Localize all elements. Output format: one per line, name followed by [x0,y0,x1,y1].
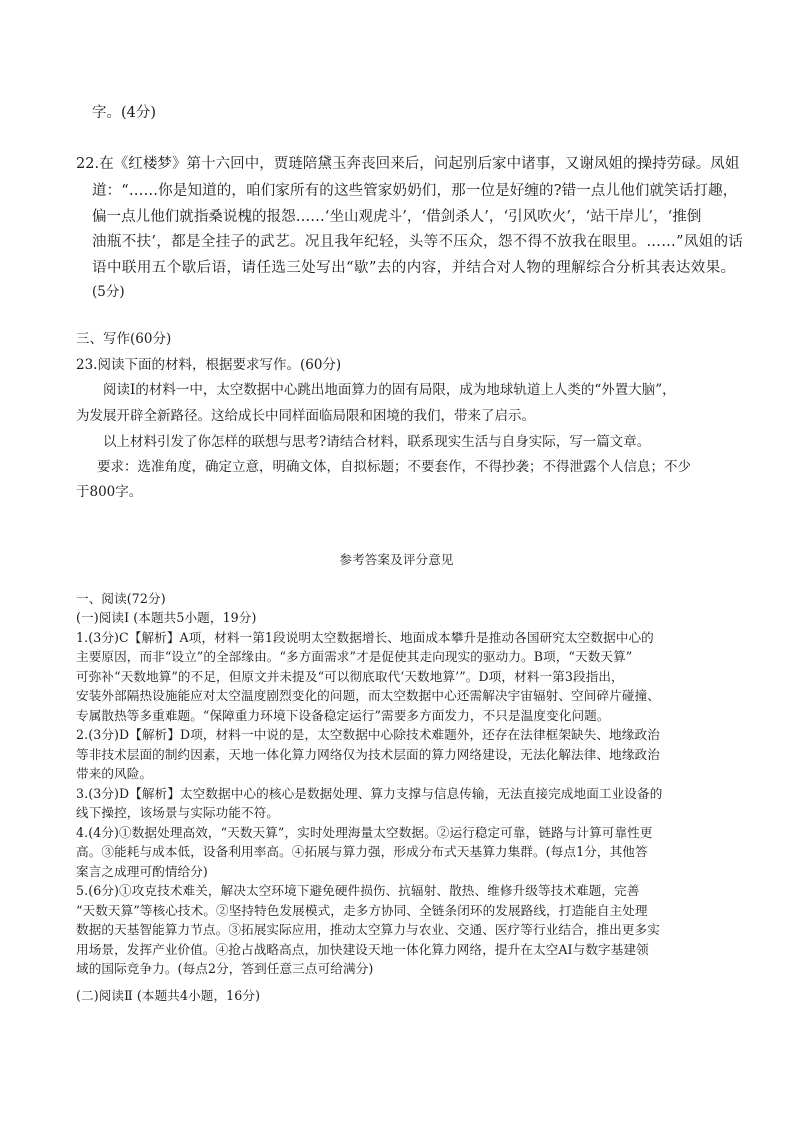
answer-line: 安装外部隔热设施能应对太空温度剧烈变化的问题，而太空数据中心还需解决宇宙辐射、空间碎片碰撞、 [76,688,660,703]
answer-line: “天数天算”等核心技术。②坚持特色发展模式，走多方协同、全链条闭环的发展路线，打造能自主处理 [76,903,648,918]
answer-line: 5.(6分)①攻克技术难关，解决太空环境下避免硬件损伤、抗辐射、散热、维修升级等技术难题，完善 [76,883,640,898]
section-heading: 三、写作(60分) [76,331,172,347]
answer-line: 用场景，发挥产业价值。④抢占战略高点，加快建设天地一体化算力网络，提升在太空AI与数字基建领 [76,942,649,957]
answer-line: 4.(4分)①数据处理高效，“天数天算”，实时处理海量太空数据。②运行稳定可靠，链路与计算可靠性更 [76,825,653,840]
answer-line: 可弥补“天数地算”的不足，但原文并未提及“可以彻底取代‘天数地算’”。D项，材料一第3段指出， [76,669,624,684]
answer-line: 2.(3分)D【解析】D项，材料一中说的是，太空数据中心除技术难题外，还存在法律框架缺失、地缘政治 [76,727,660,742]
q22-line: 语中联用五个歇后语，请任选三处写出“歇”去的内容，并结合对人物的理解综合分析其表达效果。 [92,260,736,276]
answer-line: 线下操控，该场景与实际功能不符。 [76,805,280,820]
answer-line: 数据的天基智能算力节点。③拓展实际应用，推动太空算力与农业、交通、医疗等行业结合，推出更多实 [76,922,660,937]
answer-line: 带来的风险。 [76,766,153,781]
answer-line: (二)阅读Ⅱ (本题共4小题，16分) [76,988,261,1003]
answer-line: 案言之成理可酌情给分) [76,864,208,879]
answer-line: 域的国际竞争力。(每点2分，答到任意三点可给满分) [76,961,374,976]
answer-line: 高。③能耗与成本低，设备利用率高。④拓展与算力强，形成分布式天基算力集群。(每点1分，其他答 [76,844,648,859]
q23-line: 要求：选准角度，确定立意，明确文体，自拟标题；不要套作，不得抄袭；不得泄露个人信息；不少 [97,459,691,475]
answers-title: 参考答案及评分意见 [339,552,454,567]
answer-line: 主要原因，而非“设立”的全部缘由。“多方面需求”才是促使其走向现实的驱动力。B项，“天数天算” [76,649,633,664]
q22-line: (5分) [92,284,125,300]
q22-line: 22.在《红楼梦》第十六回中，贾琏陪黛玉奔丧回来后，问起别后家中诸事，又谢凤姐的操持劳碌。凤姐 [76,156,740,172]
q22-line: 道：“……你是知道的，咱们家所有的这些管家奶奶们，那一位是好缠的?错一点儿他们就笑话打趣， [92,183,738,199]
answer-line: 专属散热等多重难题。“保障重力环境下设备稳定运行”需要多方面发力，不只是温度变化问题。 [76,708,610,723]
q23-line: 阅读Ⅰ的材料一中，太空数据中心跳出地面算力的固有局限，成为地球轨道上人类的“外置大脑”， [103,382,676,398]
answer-line: 1.(3分)C【解析】A项，材料一第1段说明太空数据增长、地面成本攀升是推动各国研究太空数据中心的 [76,630,654,645]
q23-line: 为发展开辟全新路径。这给成长中同样面临局限和困境的我们，带来了启示。 [76,408,535,424]
q21-tail: 字。(4分) [92,105,157,121]
answer-line: 3.(3分)D【解析】太空数据中心的核心是数据处理、算力支撑与信息传输，无法直接完成地面工业设备的 [76,786,663,801]
q23-line: 以上材料引发了你怎样的联想与思考?请结合材料，联系现实生活与自身实际，写一篇文章。 [103,434,651,450]
q22-line: 偏一点儿他们就指桑说槐的报怨……‘坐山观虎斗’，‘借剑杀人’，‘引风吹火’，‘站干岸儿’，‘推倒 [92,209,702,225]
answer-line: 一、阅读(72分) [76,591,166,606]
answer-line: 等非技术层面的制约因素，天地一体化算力网络仅为技术层面的算力网络建设，无法化解法律、地缘政治 [76,747,660,762]
q22-line: 油瓶不扶’，都是全挂子的武艺。况且我年纪轻，头等不压众，怨不得不放我在眼里。……”凤姐的话 [92,234,744,250]
q23-line: 于800字。 [76,484,143,500]
answer-line: (一)阅读Ⅰ (本题共5小题，19分) [76,610,257,625]
q23-title: 23.阅读下面的材料，根据要求写作。(60分) [76,357,342,373]
